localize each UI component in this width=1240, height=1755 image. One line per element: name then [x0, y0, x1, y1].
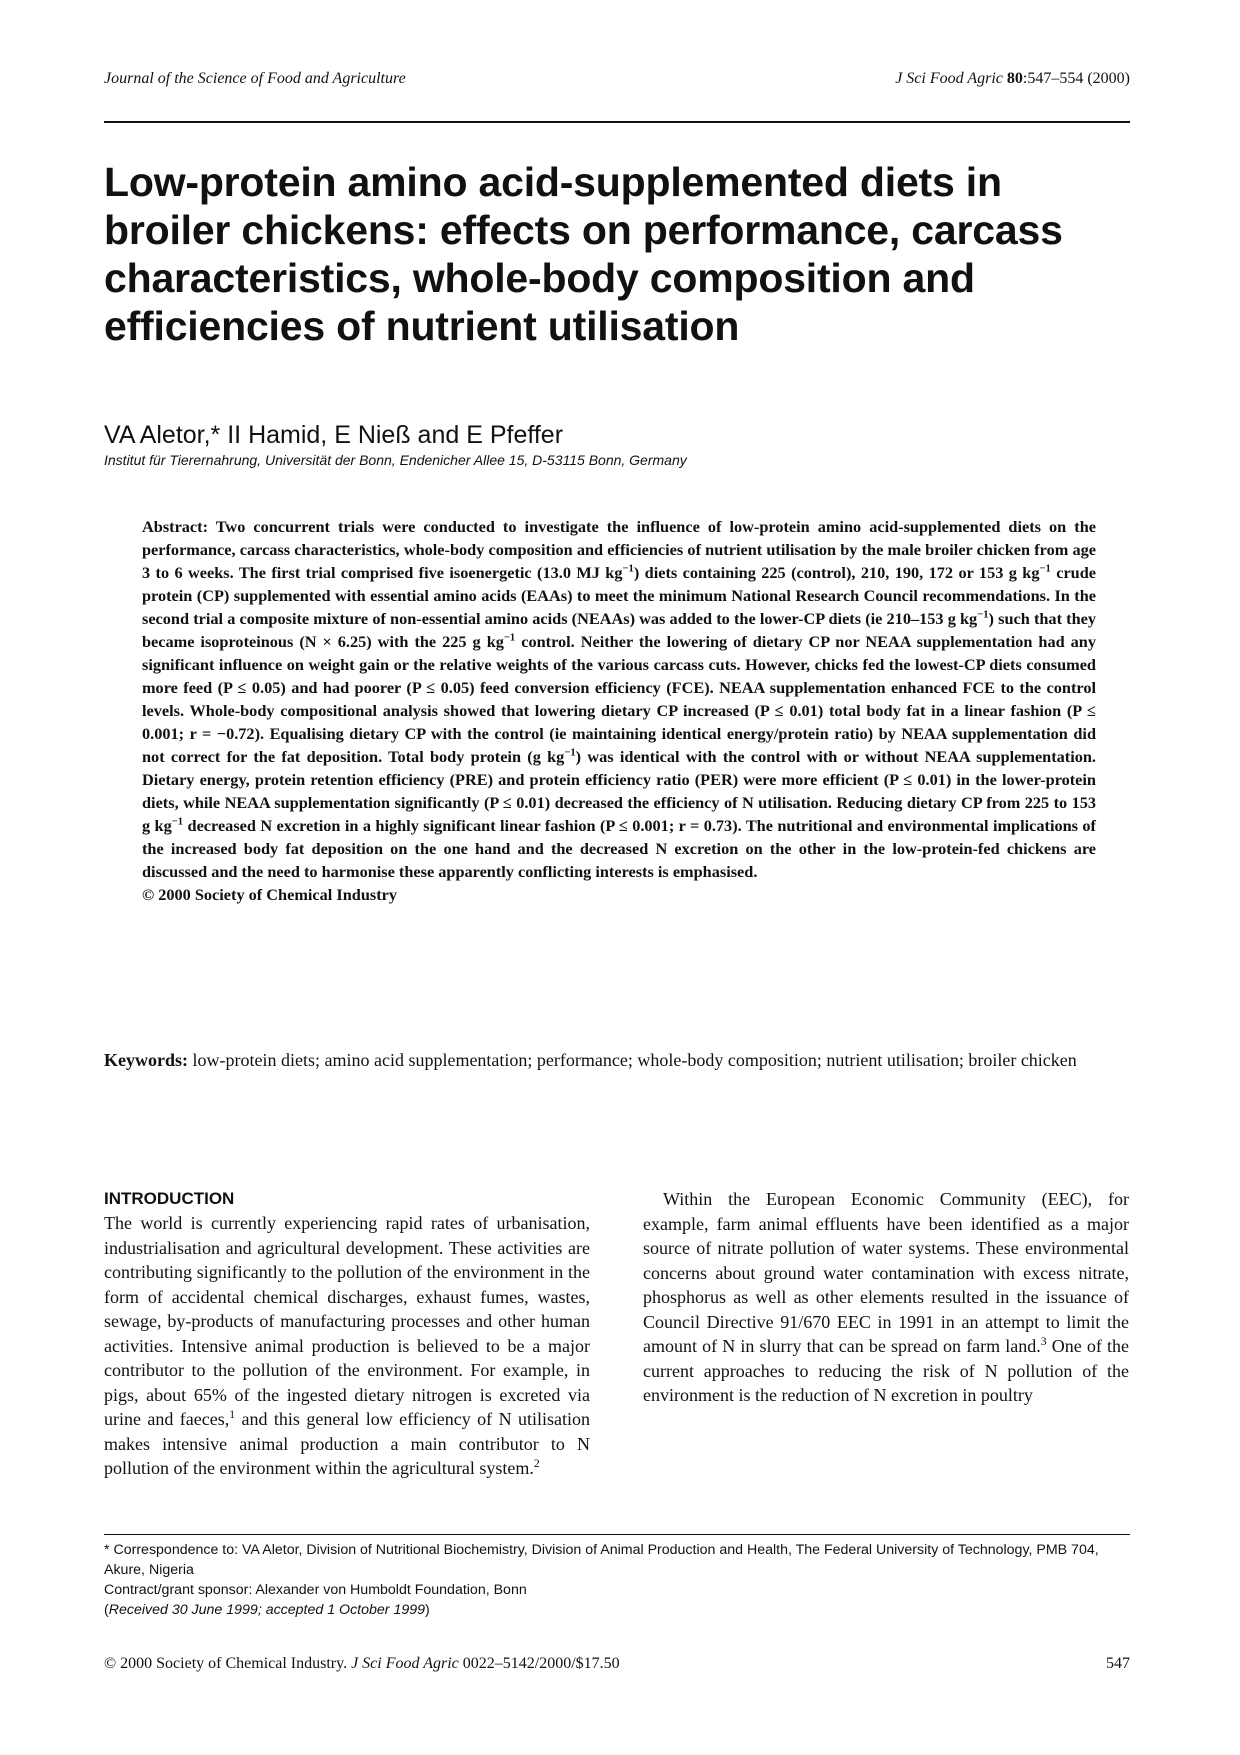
abstract-text-4: ) such that they became isoproteinous (N × 6.25) with the 225 g kg — [142, 609, 1096, 651]
keywords-text: low-protein diets; amino acid supplementation; performance; whole-body composition; nutrient utilisation; broiler chicken — [192, 1050, 1077, 1070]
body-column-right — [643, 1187, 1129, 1408]
abstract-text-1: Two concurrent trials were conducted to investigate the influence of low-protein amino acid-supplemented diets on the performance, carcass characteristics, whole-body composition and efficiencies of nutrient utilisation by the male broiler chicken from age 3 to 6 weeks. The first trial comprised five isoenergetic (13.0 MJ kg — [142, 517, 1096, 582]
abstract-sup: −1 — [1039, 563, 1051, 575]
footer-copyright-lead: © 2000 Society of Chemical Industry. — [104, 1655, 348, 1672]
running-head — [104, 70, 1130, 94]
citation-ref-3: 3 — [1040, 1335, 1047, 1348]
journal-name: Journal of the Science of Food and Agriculture — [104, 70, 406, 87]
footnotes — [104, 1540, 1130, 1620]
abstract-sup: −1 — [977, 609, 989, 621]
intro-p1-text-b: and this general low efficiency of N utilisation makes intensive animal production a main contributor to N pollution of the environment within the agricultural system. — [104, 1409, 590, 1478]
abstract-sup: −1 — [171, 816, 184, 828]
citation-ref-1: 1 — [229, 1408, 236, 1421]
abstract-label: Abstract: — [142, 517, 209, 536]
intro-paragraph-1 — [104, 1211, 590, 1481]
abstract-sup: −1 — [503, 632, 516, 644]
received-dates: Received 30 June 1999; accepted 1 October 1999 — [108, 1602, 426, 1618]
intro-p2-text-b: One of the current approaches to reducing the risk of N pollution of the environment is the reduction of N excretion in poultry — [643, 1336, 1129, 1405]
abstract-text-6: ) was identical with the control with or without NEAA supplementation. Dietary energy, protein retention efficiency (PRE) and protein efficiency ratio (PER) were more efficient (P ≤ 0.01) in the lower-protein diets, while NEAA supplementation significantly (P ≤ 0.01) decreased the efficiency of N utilisation. Reducing dietary CP from 225 to 153 g kg — [142, 747, 1096, 835]
footer-issn-price: 0022–5142/2000/$17.50 — [462, 1655, 620, 1672]
citation-ref-2: 2 — [533, 1457, 540, 1470]
intro-p2-text-a: Within the European Economic Community (EEC), for example, farm animal effluents have been identified as a major source of nitrate pollution of water systems. These environmental concerns about ground water contamination with excess nitrate, phosphorus as well as other elements resulted in the issuance of Council Directive 91/670 EEC in 1991 in an attempt to limit the amount of N in slurry that can be spread on farm land. — [643, 1189, 1129, 1356]
abstract-text-2: ) diets containing 225 (control), 210, 190, 172 or 153 g kg — [633, 563, 1040, 582]
correspondence-note: * Correspondence to: VA Aletor, Division of Nutritional Biochemistry, Division of Animal Production and Health, The Federal University of Technology, PMB 704, Akure, Nigeria — [104, 1542, 1099, 1578]
article-title: Low-protein amino acid-supplemented diets in broiler chickens: effects on performance, carcass characteristics, whole-body composition and efficiencies of nutrient utilisation — [104, 159, 1063, 349]
citation-abbrev: J Sci Food Agric — [895, 70, 1003, 87]
citation-pages-year: :547–554 (2000) — [1022, 70, 1130, 87]
header-rule — [104, 121, 1130, 123]
abstract-sup: −1 — [622, 563, 634, 575]
keywords — [104, 1048, 1130, 1073]
footer-copyright — [104, 1655, 620, 1673]
abstract — [142, 515, 1096, 906]
footnote-rule — [104, 1534, 1130, 1535]
abstract-copyright: © 2000 Society of Chemical Industry — [142, 885, 398, 904]
abstract-sup: −1 — [564, 747, 576, 759]
received-note: (Received 30 June 1999; accepted 1 October 1999) — [104, 1602, 430, 1618]
section-heading-introduction: INTRODUCTION — [104, 1189, 235, 1208]
author-affiliation: Institut für Tierernahrung, Universität der Bonn, Endenicher Allee 15, D-53115 Bonn, Germany — [104, 452, 687, 468]
body-column-left — [104, 1187, 590, 1481]
intro-paragraph-2 — [643, 1187, 1129, 1408]
citation-volume: 80 — [1006, 70, 1023, 87]
abstract-text-5: control. Neither the lowering of dietary CP nor NEAA supplementation had any significant influence on weight gain or the relative weights of the various carcass cuts. However, chicks fed the lowest-CP diets consumed more feed (P ≤ 0.05) and had poorer (P ≤ 0.05) feed conversion efficiency (FCE). NEAA supplementation enhanced FCE to the control levels. Whole-body compositional analysis showed that lowering dietary CP increased (P ≤ 0.01) total body fat in a linear fashion (P ≤ 0.001; r = −0.72). Equalising dietary CP with the control (ie maintaining identical energy/protein ratio) by NEAA supplementation did not correct for the fat deposition. Total body protein (g kg — [142, 632, 1097, 766]
author-list: VA Aletor,* II Hamid, E Nieß and E Pfeffer — [104, 421, 564, 449]
intro-p1-text-a: The world is currently experiencing rapid rates of urbanisation, industrialisation and agricultural development. These activities are contributing significantly to the pollution of the environment in the form of accidental chemical discharges, exhaust fumes, wastes, sewage, by-products of manufacturing processes and other human activities. Intensive animal production is believed to be a major contributor to the pollution of the environment. For example, in pigs, about 65% of the ingested dietary nitrogen is excreted via urine and faeces, — [104, 1213, 590, 1429]
sponsor-note: Contract/grant sponsor: Alexander von Humboldt Foundation, Bonn — [104, 1582, 527, 1598]
keywords-label: Keywords: — [104, 1050, 188, 1070]
abstract-text-7: decreased N excretion in a highly significant linear fashion (P ≤ 0.001; r = 0.73). The nutritional and environmental implications of the increased body fat deposition on the one hand and the decreased N excretion on the other in the low-protein-fed chickens are discussed and the need to harmonise these apparently conflicting interests is emphasised. — [142, 816, 1096, 881]
journal-citation — [895, 70, 1130, 88]
footer-journal-abbrev: J Sci Food Agric — [351, 1655, 459, 1672]
abstract-text-3: crude protein (CP) supplemented with essential amino acids (EAAs) to meet the minimum National Research Council recommendations. In the second trial a composite mixture of non-essential amino acids (NEAAs) was added to the lower-CP diets (ie 210–153 g kg — [142, 563, 1097, 628]
page-number: 547 — [1106, 1655, 1130, 1672]
